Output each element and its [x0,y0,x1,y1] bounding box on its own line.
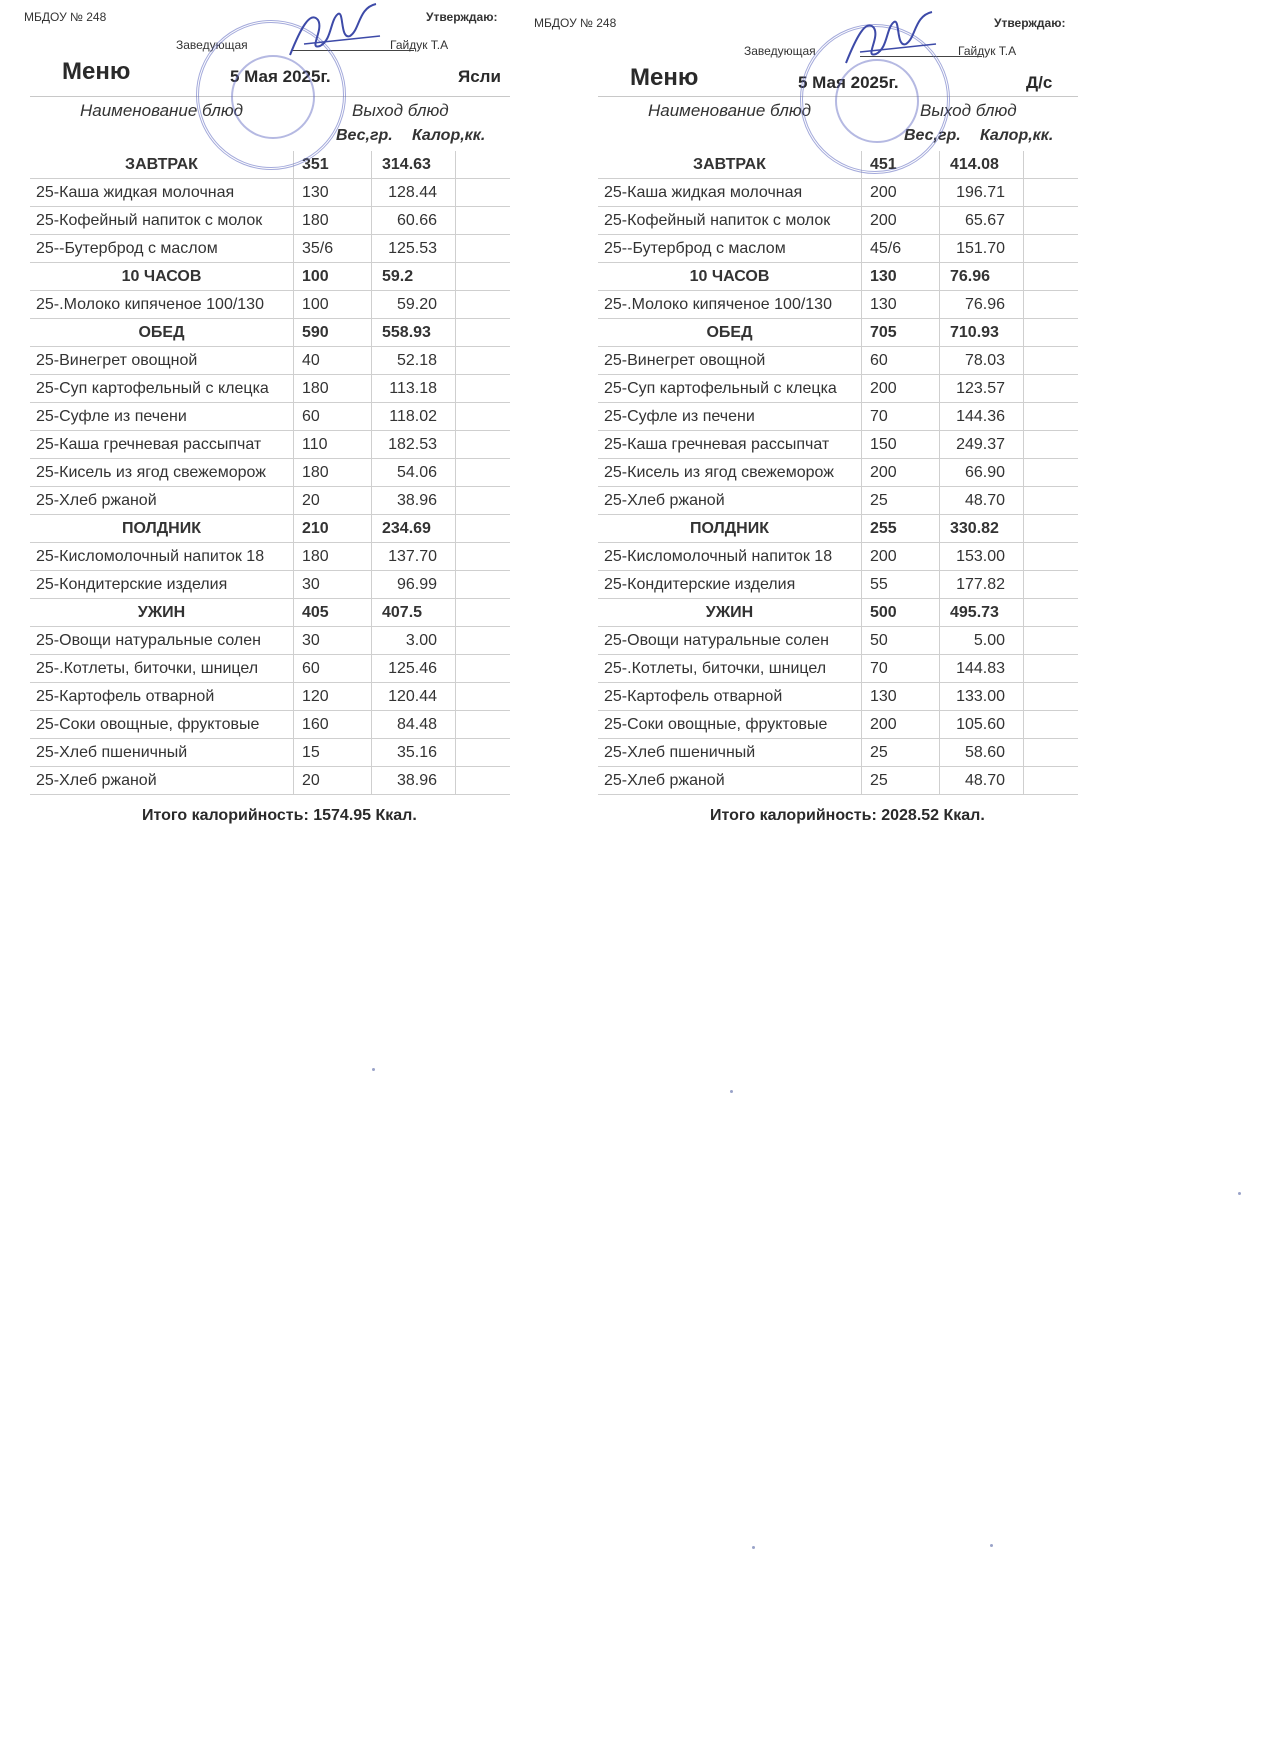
table-row [30,683,510,711]
dish-name: 25-Каша гречневая рассыпчат [598,431,862,458]
dish-kcal: 65.67 [940,207,1024,234]
dish-weight: 20 [294,767,372,794]
dish-weight: 200 [862,375,940,402]
dish-weight: 25 [862,487,940,514]
table-row [30,431,510,459]
dish-name: 25-Картофель отварной [598,683,862,710]
dish-name: 25-Каша гречневая рассыпчат [30,431,294,458]
dish-kcal: 177.82 [940,571,1024,598]
dish-kcal: 76.96 [940,291,1024,318]
dish-kcal: 120.44 [372,683,456,710]
dish-name: 25-Картофель отварной [30,683,294,710]
col-weight-header: Вес,гр. [904,127,961,144]
dish-weight: 30 [294,571,372,598]
dish-weight: 160 [294,711,372,738]
dish-weight: 100 [294,263,372,290]
dish-kcal: 84.48 [372,711,456,738]
table-row [30,375,510,403]
dish-weight: 451 [862,151,940,178]
col-kcal-header: Калор,кк. [980,127,1054,144]
table-row [30,179,510,207]
dish-weight: 705 [862,319,940,346]
total-calories: Итого калорийность: 2028.52 Ккал. [710,807,985,824]
table-row [598,403,1078,431]
dish-kcal: 60.66 [372,207,456,234]
dish-kcal: 144.83 [940,655,1024,682]
menu-table [598,96,1078,795]
dish-kcal: 196.71 [940,179,1024,206]
dish-kcal: 78.03 [940,347,1024,374]
table-row [30,767,510,795]
section-row [30,599,510,627]
dish-weight: 200 [862,543,940,570]
dish-weight: 100 [294,291,372,318]
menu-title: Меню [62,58,131,85]
dish-kcal: 153.00 [940,543,1024,570]
dish-kcal: 52.18 [372,347,456,374]
dish-kcal: 144.36 [940,403,1024,430]
dish-kcal: 330.82 [940,515,1024,542]
dish-weight: 180 [294,375,372,402]
dish-name: 25-.Котлеты, биточки, шницел [30,655,294,682]
dish-name: 10 ЧАСОВ [598,263,862,290]
dish-weight: 50 [862,627,940,654]
table-row [598,711,1078,739]
dish-kcal: 495.73 [940,599,1024,626]
section-row [598,599,1078,627]
table-body [30,151,510,795]
scan-speck [730,1090,733,1093]
dish-weight: 180 [294,543,372,570]
dish-weight: 40 [294,347,372,374]
dish-weight: 25 [862,739,940,766]
dish-kcal: 48.70 [940,767,1024,794]
menu-date: 5 Мая 2025г. [798,73,899,92]
dish-kcal: 59.20 [372,291,456,318]
table-row [30,711,510,739]
dish-name: 25-Суфле из печени [30,403,294,430]
dish-name: УЖИН [598,599,862,626]
table-row [598,459,1078,487]
col-kcal-header: Калор,кк. [412,127,486,144]
dish-name: 25-Кондитерские изделия [598,571,862,598]
dish-weight: 25 [862,767,940,794]
dish-name: ОБЕД [598,319,862,346]
menu-group: Д/с [1026,73,1053,92]
menu-title: Меню [630,64,699,91]
dish-name: ЗАВТРАК [30,151,294,178]
col-output-header: Выход блюд [352,101,449,120]
dish-kcal: 558.93 [372,319,456,346]
col-weight-header: Вес,гр. [336,127,393,144]
table-row [598,487,1078,515]
table-row [30,571,510,599]
table-row [30,655,510,683]
dish-name: 25-Суп картофельный с клецка [30,375,294,402]
dish-kcal: 125.46 [372,655,456,682]
org-name: МБДОУ № 248 [534,16,617,30]
dish-kcal: 35.16 [372,739,456,766]
dish-name: 25-Суфле из печени [598,403,862,430]
dish-weight: 130 [862,291,940,318]
scan-speck [1238,1192,1241,1195]
dish-name: УЖИН [30,599,294,626]
dish-name: 25-Кисель из ягод свежеморож [598,459,862,486]
dish-kcal: 38.96 [372,487,456,514]
table-row [30,235,510,263]
approve-label: Утверждаю: [426,10,498,24]
dish-name: 25-Соки овощные, фруктовые [30,711,294,738]
dish-weight: 60 [294,403,372,430]
dish-weight: 500 [862,599,940,626]
dish-name: 25-.Молоко кипяченое 100/130 [30,291,294,318]
dish-weight: 45/6 [862,235,940,262]
head-label: Заведующая [176,38,248,52]
dish-weight: 405 [294,599,372,626]
dish-name: 10 ЧАСОВ [30,263,294,290]
section-row [30,515,510,543]
dish-weight: 130 [294,179,372,206]
dish-weight: 150 [862,431,940,458]
section-row [598,263,1078,291]
dish-weight: 200 [862,207,940,234]
dish-name: 25-Винегрет овощной [30,347,294,374]
dish-name: 25-Хлеб ржаной [30,767,294,794]
section-row [30,319,510,347]
total-calories: Итого калорийность: 1574.95 Ккал. [142,807,417,824]
dish-kcal: 76.96 [940,263,1024,290]
org-name: МБДОУ № 248 [24,10,107,24]
col-output-header: Выход блюд [920,101,1017,120]
menu-group: Ясли [458,67,501,86]
dish-weight: 200 [862,711,940,738]
dish-weight: 590 [294,319,372,346]
dish-weight: 30 [294,627,372,654]
dish-name: 25--Бутерброд с маслом [30,235,294,262]
table-row [598,235,1078,263]
menu-date: 5 Мая 2025г. [230,67,331,86]
dish-name: 25-Кондитерские изделия [30,571,294,598]
dish-name: 25-Хлеб ржаной [30,487,294,514]
dish-kcal: 133.00 [940,683,1024,710]
table-row [598,655,1078,683]
dish-weight: 120 [294,683,372,710]
handwritten-signature [836,8,946,78]
dish-name: 25-.Котлеты, биточки, шницел [598,655,862,682]
dish-kcal: 710.93 [940,319,1024,346]
dish-kcal: 59.2 [372,263,456,290]
dish-name: 25-Каша жидкая молочная [598,179,862,206]
dish-name: 25-Соки овощные, фруктовые [598,711,862,738]
dish-name: 25-Винегрет овощной [598,347,862,374]
dish-kcal: 407.5 [372,599,456,626]
table-row [30,459,510,487]
table-row [598,207,1078,235]
dish-name: ЗАВТРАК [598,151,862,178]
table-row [30,627,510,655]
table-row [598,179,1078,207]
dish-weight: 70 [862,403,940,430]
menu-table [30,96,510,795]
dish-kcal: 314.63 [372,151,456,178]
table-row [598,543,1078,571]
dish-weight: 180 [294,207,372,234]
dish-kcal: 151.70 [940,235,1024,262]
table-row [598,627,1078,655]
dish-kcal: 3.00 [372,627,456,654]
table-body [598,151,1078,795]
table-row [30,207,510,235]
dish-name: 25-Кисель из ягод свежеморож [30,459,294,486]
dish-weight: 55 [862,571,940,598]
dish-kcal: 48.70 [940,487,1024,514]
table-row [598,571,1078,599]
dish-weight: 200 [862,179,940,206]
dish-kcal: 128.44 [372,179,456,206]
dish-kcal: 249.37 [940,431,1024,458]
dish-name: 25-Суп картофельный с клецка [598,375,862,402]
dish-kcal: 182.53 [372,431,456,458]
table-row [30,291,510,319]
dish-weight: 255 [862,515,940,542]
section-row [598,319,1078,347]
table-row [30,487,510,515]
dish-kcal: 137.70 [372,543,456,570]
scan-speck [372,1068,375,1071]
head-name: Гайдук Т.А [390,38,449,52]
dish-name: 25-Кофейный напиток с молок [598,207,862,234]
dish-name: 25-Кофейный напиток с молок [30,207,294,234]
dish-kcal: 5.00 [940,627,1024,654]
dish-weight: 110 [294,431,372,458]
col-name-header: Наименование блюд [648,101,812,120]
dish-name: 25-Овощи натуральные солен [598,627,862,654]
dish-kcal: 118.02 [372,403,456,430]
dish-name: 25-Каша жидкая молочная [30,179,294,206]
dish-kcal: 414.08 [940,151,1024,178]
dish-kcal: 38.96 [372,767,456,794]
dish-weight: 200 [862,459,940,486]
dish-kcal: 113.18 [372,375,456,402]
dish-weight: 20 [294,487,372,514]
dish-name: ПОЛДНИК [30,515,294,542]
head-name: Гайдук Т.А [958,44,1017,58]
dish-weight: 130 [862,263,940,290]
col-name-header: Наименование блюд [80,101,244,120]
handwritten-signature [280,0,390,70]
dish-weight: 180 [294,459,372,486]
section-row [598,515,1078,543]
dish-kcal: 105.60 [940,711,1024,738]
table-row [30,347,510,375]
dish-name: 25--Бутерброд с маслом [598,235,862,262]
dish-name: 25-Кисломолочный напиток 18 [30,543,294,570]
table-row [30,403,510,431]
head-label: Заведующая [744,44,816,58]
table-row [30,739,510,767]
table-row [30,543,510,571]
dish-name: 25-Хлеб пшеничный [30,739,294,766]
dish-kcal: 96.99 [372,571,456,598]
table-row [598,431,1078,459]
table-row [598,291,1078,319]
dish-name: 25-Хлеб ржаной [598,487,862,514]
dish-name: 25-Хлеб ржаной [598,767,862,794]
dish-name: 25-Овощи натуральные солен [30,627,294,654]
scan-speck [752,1546,755,1549]
dish-name: 25-.Молоко кипяченое 100/130 [598,291,862,318]
dish-name: 25-Кисломолочный напиток 18 [598,543,862,570]
dish-name: ПОЛДНИК [598,515,862,542]
dish-weight: 35/6 [294,235,372,262]
dish-weight: 15 [294,739,372,766]
section-row [30,263,510,291]
dish-kcal: 234.69 [372,515,456,542]
table-row [598,375,1078,403]
dish-name: 25-Хлеб пшеничный [598,739,862,766]
dish-name: ОБЕД [30,319,294,346]
dish-kcal: 123.57 [940,375,1024,402]
dish-kcal: 54.06 [372,459,456,486]
dish-kcal: 66.90 [940,459,1024,486]
table-row [598,739,1078,767]
dish-weight: 60 [294,655,372,682]
dish-weight: 130 [862,683,940,710]
dish-weight: 60 [862,347,940,374]
dish-kcal: 125.53 [372,235,456,262]
table-row [598,683,1078,711]
dish-kcal: 58.60 [940,739,1024,766]
dish-weight: 351 [294,151,372,178]
dish-weight: 210 [294,515,372,542]
scan-speck [990,1544,993,1547]
approve-label: Утверждаю: [994,16,1066,30]
dish-weight: 70 [862,655,940,682]
table-row [598,347,1078,375]
table-row [598,767,1078,795]
